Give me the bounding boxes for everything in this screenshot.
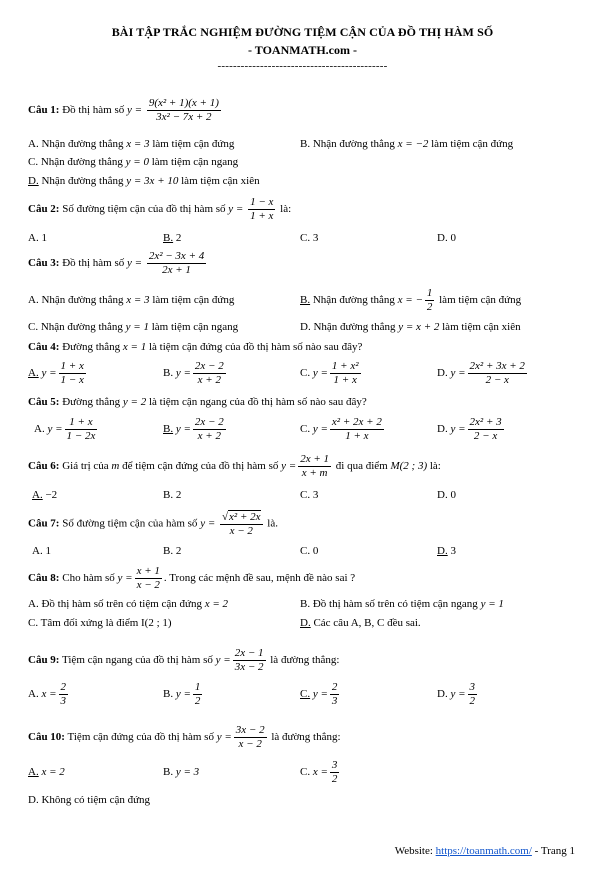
question-3-option-c: C. Nhận đường thẳng y = 1 làm tiệm cận ngang xyxy=(28,321,239,333)
question-2-option-c: C. 3 xyxy=(300,232,319,244)
question-3-option-d: D. Nhận đường thẳng y = x + 2 làm tiệm cận xiên xyxy=(300,321,521,333)
formula-fraction: $\frac{\text{2x² − 3x + 4}}{2x + 1}$ xyxy=(148,250,205,276)
question-4-option-a: A. y = $\frac{1 + x}{1 - x}$ xyxy=(28,360,84,386)
question-4-option-d: D. y = $\frac{\text{2x² + 3x + 2}}{2 - x}$ xyxy=(437,360,525,386)
question-7-stem: Câu 7: Số đường tiệm cận của hàm số y = $\frac{\text{√x² + 2x}}{x - 2}$ là. xyxy=(28,511,278,537)
question-10-option-b: B. y = 3 xyxy=(163,766,200,778)
question-5-option-d: D. y = $\frac{\text{2x² + 3}}{2 - x}$ xyxy=(437,416,502,442)
page-footer: Website: https://toanmath.com/ - Trang 1 xyxy=(394,845,575,857)
question-8-option-a: A. Đồ thị hàm số trên có tiệm cận đứng x = 2 xyxy=(28,598,229,610)
title-divider: -------------------------------------------- xyxy=(217,60,388,72)
question-5-option-c: C. y = $\frac{\text{x² + 2x + 2}}{1 + x}$ xyxy=(300,416,382,442)
question-8-option-d: D. Các câu A, B, C đều sai. xyxy=(300,617,421,629)
question-10-option-d: D. Không có tiệm cận đứng xyxy=(28,794,151,806)
question-8-option-c: C. Tâm đối xứng là điểm I(2 ; 1) xyxy=(28,617,172,629)
question-7-option-c: C. 0 xyxy=(300,545,319,557)
formula-fraction: $\frac{1 - x}{1 + x}$ xyxy=(250,196,274,222)
formula-fraction: $\frac{\text{9(x² + 1)(x + 1)}}{\text{3x² − 7x + 2}}$ xyxy=(148,97,219,123)
question-10-option-c: C. x = $\frac{3}{2}$ xyxy=(300,759,338,785)
question-2-option-d: D. 0 xyxy=(437,232,456,244)
question-4-option-c: C. y = $\frac{\text{1 + x²}}{1 + x}$ xyxy=(300,360,359,386)
question-3-option-a: A. Nhận đường thẳng x = 3 làm tiệm cận đứng xyxy=(28,294,235,306)
question-4-option-b: B. y = $\frac{2x - 2}{x + 2}$ xyxy=(163,360,224,386)
question-9-option-c: C. y = $\frac{2}{3}$ xyxy=(300,681,338,707)
question-1-stem: Câu 1: Đồ thị hàm số y = $\frac{\text{9(x² + 1)(x + 1)}}{\text{3x² − 7x + 2}}$ xyxy=(28,97,219,123)
question-9-option-b: B. y = $\frac{1}{2}$ xyxy=(163,681,201,707)
question-label: Câu 1: xyxy=(28,104,60,117)
question-8-stem: Câu 8: Cho hàm số y = $\frac{x + 1}{x - 2}$ . Trong các mệnh đề sau, mệnh đề nào sai ? xyxy=(28,565,356,591)
question-7-option-b: B. 2 xyxy=(163,545,182,557)
question-6-option-d: D. 0 xyxy=(437,489,456,501)
question-6-stem: Câu 6: Giá trị của m để tiệm cận đứng của đồ thị hàm số y = $\frac{2x + 1}{x + m}$ đi qua điểm M(2 ; 3) là: xyxy=(28,453,441,479)
question-2-stem: Câu 2: Số đường tiệm cận của đồ thị hàm số y = $\frac{1 - x}{1 + x}$ là: xyxy=(28,196,292,222)
question-3-stem: Câu 3: Đồ thị hàm số y = $\frac{\text{2x² − 3x + 4}}{2x + 1}$ xyxy=(28,250,205,276)
question-1-option-b: B. Nhận đường thẳng x = −2 làm tiệm cận đứng xyxy=(300,138,514,150)
question-10-stem: Câu 10: Tiệm cận đứng của đồ thị hàm số y = $\frac{3x - 2}{x - 2}$ là đường thẳng: xyxy=(28,724,341,750)
website-link[interactable]: https://toanmath.com/ xyxy=(435,845,532,857)
document-title: BÀI TẬP TRẮC NGHIỆM ĐƯỜNG TIỆM CẬN CỦA ĐỒ THỊ HÀM SỐ xyxy=(111,25,494,39)
question-6-option-b: B. 2 xyxy=(163,489,182,501)
question-7-option-a: A. 1 xyxy=(32,545,51,557)
formula-fraction: $\frac{\text{√x² + 2x}}{x - 2}$ xyxy=(222,511,261,537)
question-6-option-c: C. 3 xyxy=(300,489,319,501)
question-10-option-a: A. x = 2 xyxy=(28,766,65,778)
question-1-option-d: D. Nhận đường thẳng y = 3x + 10 làm tiệm cận xiên xyxy=(28,175,260,187)
question-3-option-b: B. Nhận đường thẳng x = − $\frac{1}{2}$ làm tiệm cận đứng xyxy=(300,287,522,313)
question-5-option-a: A. y = $\frac{1 + x}{1 - 2x}$ xyxy=(34,416,96,442)
question-5-option-b: B. y = $\frac{2x - 2}{x + 2}$ xyxy=(163,416,224,442)
document-subtitle: - TOANMATH.com - xyxy=(248,43,357,57)
question-7-option-d: D. 3 xyxy=(437,545,456,557)
question-1-option-c: C. Nhận đường thẳng y = 0 làm tiệm cận ngang xyxy=(28,156,239,168)
question-1-option-a: A. Nhận đường thẳng x = 3 làm tiệm cận đứng xyxy=(28,138,235,150)
question-9-option-a: A. x = $\frac{2}{3}$ xyxy=(28,681,67,707)
question-2-option-a: A. 1 xyxy=(28,232,47,244)
question-2-option-b: B. 2 xyxy=(163,232,182,244)
question-9-option-d: D. y = $\frac{3}{2}$ xyxy=(437,681,476,707)
question-9-stem: Câu 9: Tiệm cận ngang của đồ thị hàm số y = $\frac{2x - 1}{3x - 2}$ là đường thẳng: xyxy=(28,647,340,673)
question-4-stem: Câu 4: Đường thẳng x = 1 là tiệm cận đứng của đồ thị hàm số nào sau đây? xyxy=(28,341,363,353)
question-8-option-b: B. Đồ thị hàm số trên có tiệm cận ngang y = 1 xyxy=(300,598,504,610)
question-5-stem: Câu 5: Đường thẳng y = 2 là tiệm cận ngang của đồ thị hàm số nào sau đây? xyxy=(28,396,367,408)
question-6-option-a: A. −2 xyxy=(32,489,58,501)
